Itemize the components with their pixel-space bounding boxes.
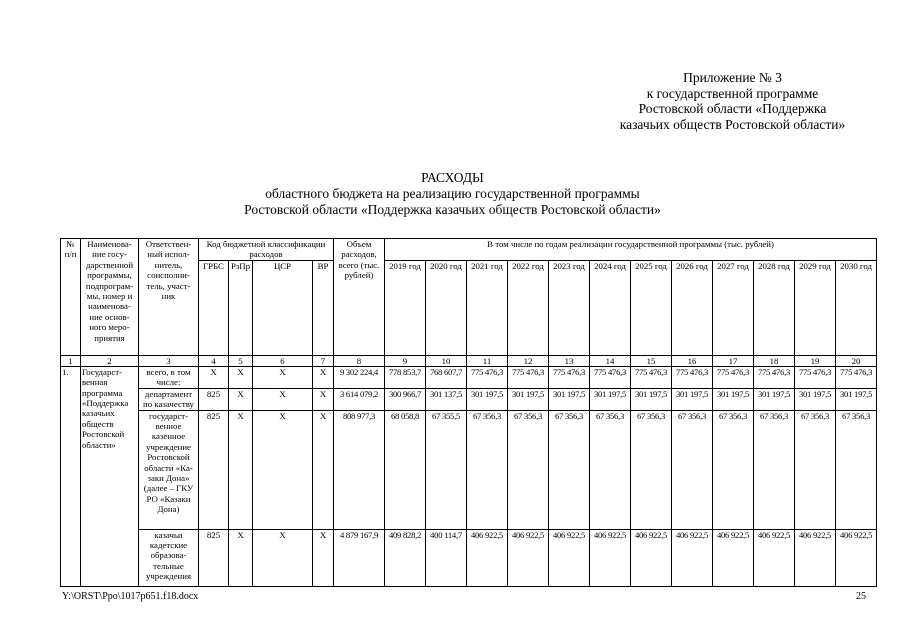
header-year: 2026 год bbox=[672, 260, 713, 355]
header-rzpr: РзПр bbox=[229, 260, 253, 355]
total-cell: 3 614 079,2 bbox=[334, 388, 385, 410]
header-year: 2024 год bbox=[590, 260, 631, 355]
year-value-cell: 406 922,5 bbox=[754, 529, 795, 586]
year-value-cell: 67 356,3 bbox=[549, 410, 590, 529]
column-number: 6 bbox=[253, 355, 313, 366]
year-value-cell: 775 476,3 bbox=[795, 366, 836, 388]
year-value-cell: 67 356,3 bbox=[672, 410, 713, 529]
grbs-cell: 825 bbox=[199, 410, 229, 529]
header-csr: ЦСР bbox=[253, 260, 313, 355]
column-number: 4 bbox=[199, 355, 229, 366]
header-volume: Объем расходов, всего (тыс. рублей) bbox=[334, 239, 385, 356]
year-value-cell: 301 197,5 bbox=[590, 388, 631, 410]
year-value-cell: 301 197,5 bbox=[795, 388, 836, 410]
footer-file-path: Y:\ORST\Ppo\1017p651.f18.docx bbox=[62, 591, 199, 602]
header-year: 2023 год bbox=[549, 260, 590, 355]
csr-cell: X bbox=[253, 529, 313, 586]
year-value-cell: 406 922,5 bbox=[631, 529, 672, 586]
header-year: 2022 год bbox=[508, 260, 549, 355]
year-value-cell: 301 137,5 bbox=[426, 388, 467, 410]
csr-cell: X bbox=[253, 388, 313, 410]
column-number: 13 bbox=[549, 355, 590, 366]
year-value-cell: 301 197,5 bbox=[754, 388, 795, 410]
column-number: 7 bbox=[313, 355, 334, 366]
grbs-cell: X bbox=[199, 366, 229, 388]
year-value-cell: 301 197,5 bbox=[672, 388, 713, 410]
header-by-years: В том числе по годам реализации государственной программы (тыс. рублей) bbox=[385, 239, 877, 261]
year-value-cell: 406 922,5 bbox=[508, 529, 549, 586]
appendix-line: Ростовской области «Поддержка bbox=[638, 101, 827, 116]
year-value-cell: 778 853,7 bbox=[385, 366, 426, 388]
header-year: 2028 год bbox=[754, 260, 795, 355]
header-grbs: ГРБС bbox=[199, 260, 229, 355]
column-number: 14 bbox=[590, 355, 631, 366]
grbs-cell: 825 bbox=[199, 529, 229, 586]
year-value-cell: 400 114,7 bbox=[426, 529, 467, 586]
header-year: 2027 год bbox=[713, 260, 754, 355]
header-no: № п/п bbox=[61, 239, 81, 356]
document-title bbox=[180, 170, 725, 218]
responsible-cell: департамент по казачеству bbox=[139, 388, 199, 410]
rzpr-cell: X bbox=[229, 388, 253, 410]
year-value-cell: 406 922,5 bbox=[713, 529, 754, 586]
title-line: Ростовской области «Поддержка казачьих обществ Ростовской области» bbox=[244, 202, 661, 217]
year-value-cell: 301 197,5 bbox=[836, 388, 877, 410]
vr-cell: X bbox=[313, 388, 334, 410]
column-number: 10 bbox=[426, 355, 467, 366]
year-value-cell: 406 922,5 bbox=[590, 529, 631, 586]
program-number: 1. bbox=[61, 366, 81, 586]
header-year: 2025 год bbox=[631, 260, 672, 355]
table-row bbox=[61, 388, 877, 410]
table-row bbox=[61, 366, 877, 388]
page-number: 25 bbox=[856, 591, 866, 602]
appendix-line: Приложение № 3 bbox=[683, 70, 782, 85]
table-row bbox=[61, 529, 877, 586]
year-value-cell: 768 607,7 bbox=[426, 366, 467, 388]
header-year: 2029 год bbox=[795, 260, 836, 355]
vr-cell: X bbox=[313, 529, 334, 586]
year-value-cell: 406 922,5 bbox=[672, 529, 713, 586]
year-value-cell: 775 476,3 bbox=[672, 366, 713, 388]
year-value-cell: 775 476,3 bbox=[590, 366, 631, 388]
header-year: 2030 год bbox=[836, 260, 877, 355]
rzpr-cell: X bbox=[229, 410, 253, 529]
year-value-cell: 67 356,3 bbox=[754, 410, 795, 529]
column-number: 15 bbox=[631, 355, 672, 366]
year-value-cell: 409 828,2 bbox=[385, 529, 426, 586]
year-value-cell: 67 356,3 bbox=[631, 410, 672, 529]
column-number: 20 bbox=[836, 355, 877, 366]
year-value-cell: 406 922,5 bbox=[467, 529, 508, 586]
total-cell: 4 879 167,9 bbox=[334, 529, 385, 586]
column-number: 3 bbox=[139, 355, 199, 366]
column-number: 1 bbox=[61, 355, 81, 366]
column-number: 2 bbox=[81, 355, 139, 366]
appendix-line: казачьих обществ Ростовской области» bbox=[619, 116, 846, 132]
csr-cell: X bbox=[253, 366, 313, 388]
year-value-cell: 406 922,5 bbox=[836, 529, 877, 586]
title-line: областного бюджета на реализацию государственной программы bbox=[265, 186, 640, 201]
header-year: 2020 год bbox=[426, 260, 467, 355]
column-number: 18 bbox=[754, 355, 795, 366]
title-line: РАСХОДЫ bbox=[421, 170, 484, 185]
header-name: Наименова-ние госу-дарственной программы, подпрограм-мы, номер и наименова-ние основ-ного меро-приятия bbox=[81, 239, 139, 356]
total-cell: 9 302 224,4 bbox=[334, 366, 385, 388]
total-cell: 808 977,3 bbox=[334, 410, 385, 529]
column-number: 11 bbox=[467, 355, 508, 366]
column-number: 19 bbox=[795, 355, 836, 366]
table-row bbox=[61, 410, 877, 529]
year-value-cell: 67 356,3 bbox=[590, 410, 631, 529]
year-value-cell: 301 197,5 bbox=[631, 388, 672, 410]
year-value-cell: 68 058,8 bbox=[385, 410, 426, 529]
year-value-cell: 775 476,3 bbox=[836, 366, 877, 388]
year-value-cell: 300 966,7 bbox=[385, 388, 426, 410]
grbs-cell: 825 bbox=[199, 388, 229, 410]
header-year: 2019 год bbox=[385, 260, 426, 355]
header-responsible: Ответствен-ный испол-нитель, соисполни-тель, участ-ник bbox=[139, 239, 199, 356]
header-vr: ВР bbox=[313, 260, 334, 355]
year-value-cell: 67 356,3 bbox=[508, 410, 549, 529]
column-number: 16 bbox=[672, 355, 713, 366]
column-number: 5 bbox=[229, 355, 253, 366]
header-budget-code: Код бюджетной классификации расходов bbox=[199, 239, 334, 261]
rzpr-cell: X bbox=[229, 529, 253, 586]
expenses-table bbox=[60, 238, 877, 587]
vr-cell: X bbox=[313, 410, 334, 529]
csr-cell: X bbox=[253, 410, 313, 529]
column-number: 8 bbox=[334, 355, 385, 366]
program-name: Государст-венная программа «Поддержка казачьих обществ Ростовской области» bbox=[81, 366, 139, 586]
responsible-cell: государст-венное казенное учреждение Ростовской области «Ка-заки Дона» (далее – ГКУ РО «Казаки Дона) bbox=[139, 410, 199, 529]
year-value-cell: 67 356,3 bbox=[836, 410, 877, 529]
year-value-cell: 301 197,5 bbox=[467, 388, 508, 410]
header-year: 2021 год bbox=[467, 260, 508, 355]
year-value-cell: 775 476,3 bbox=[631, 366, 672, 388]
responsible-cell: всего, в том числе: bbox=[139, 366, 199, 388]
year-value-cell: 775 476,3 bbox=[508, 366, 549, 388]
appendix-line: к государственной программе bbox=[646, 85, 819, 101]
year-value-cell: 301 197,5 bbox=[713, 388, 754, 410]
year-value-cell: 67 356,3 bbox=[795, 410, 836, 529]
year-value-cell: 406 922,5 bbox=[795, 529, 836, 586]
year-value-cell: 406 922,5 bbox=[549, 529, 590, 586]
year-value-cell: 775 476,3 bbox=[754, 366, 795, 388]
year-value-cell: 301 197,5 bbox=[549, 388, 590, 410]
column-number: 9 bbox=[385, 355, 426, 366]
responsible-cell: казачьи кадетские образова-тельные учреждения bbox=[139, 529, 199, 586]
year-value-cell: 67 355,5 bbox=[426, 410, 467, 529]
year-value-cell: 301 197,5 bbox=[508, 388, 549, 410]
year-value-cell: 67 356,3 bbox=[467, 410, 508, 529]
year-value-cell: 775 476,3 bbox=[713, 366, 754, 388]
year-value-cell: 67 356,3 bbox=[713, 410, 754, 529]
vr-cell: X bbox=[313, 366, 334, 388]
rzpr-cell: X bbox=[229, 366, 253, 388]
appendix-header bbox=[600, 70, 865, 132]
column-number: 17 bbox=[713, 355, 754, 366]
column-number: 12 bbox=[508, 355, 549, 366]
year-value-cell: 775 476,3 bbox=[549, 366, 590, 388]
year-value-cell: 775 476,3 bbox=[467, 366, 508, 388]
